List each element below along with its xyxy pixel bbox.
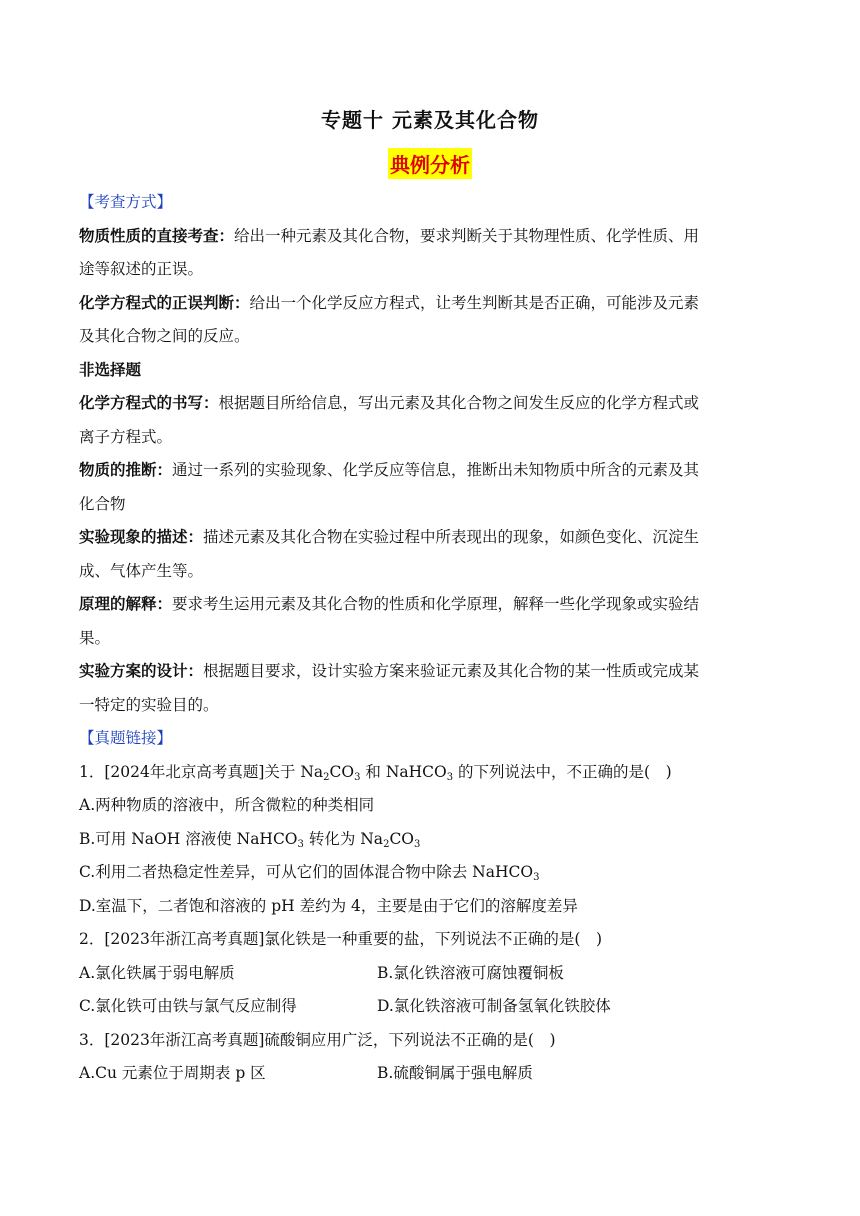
q2-options-row-1 (79, 957, 773, 991)
page-title: 专题十 元素及其化合物 (321, 108, 539, 132)
item-label: 物质的推断： (79, 461, 173, 479)
subtitle-wrap (0, 148, 860, 179)
item-label: 原理的解释： (79, 595, 173, 613)
document-body (79, 186, 773, 1091)
q1-option-a: A.两种物质的溶液中，所含微粒的种类相同 (79, 796, 375, 814)
q2-option-d: D.氯化铁溶液可制备氢氧化铁胶体 (377, 997, 611, 1015)
item-text: 给出一种元素及其化合物，要求判断关于其物理性质、化学性质、用 (234, 226, 700, 245)
q1-option-b (79, 823, 773, 857)
item-text: 根据题目所给信息，写出元素及其化合物之间发生反应的化学方程式或 (218, 394, 700, 412)
method-item-2 (79, 287, 773, 321)
formula-na2co3: Na (300, 762, 324, 781)
subscript: 3 (446, 771, 454, 783)
item-text: 根据题目要求，设计实验方案来验证元素及其化合物的某一性质或完成某 (203, 662, 700, 680)
method-item-6 (79, 588, 773, 622)
q2-options-row-2 (79, 990, 773, 1024)
option-text: CO (389, 829, 415, 848)
item-label: 实验方案的设计： (79, 662, 204, 680)
q1-stem-prefix: 1．[2024年北京高考真题]关于 (79, 762, 301, 781)
item-text: 给出一个化学反应方程式，让考生判断其是否正确，可能涉及元素 (249, 293, 700, 312)
method-item-7-cont: 一特定的实验目的。 (79, 695, 219, 714)
item-text: 通过一系列的实验现象、化学反应等信息，推断出未知物质中所含的元素及其 (172, 461, 700, 479)
q2-option-a: A.氯化铁属于弱电解质 (79, 963, 235, 982)
item-label: 化学方程式的正误判断： (79, 293, 250, 312)
option-text: 转化为 Na (303, 829, 384, 848)
subscript: 2 (323, 771, 330, 783)
method-heading: 【考查方式】 (79, 193, 173, 211)
method-item-1 (79, 220, 773, 254)
option-text: C.利用二者热稳定性差异，可从它们的固体混合物中除去 NaHCO (79, 863, 534, 881)
q1-stem-suffix: 的下列说法中，不正确的是( ) (453, 762, 672, 781)
q2-option-c: C.氯化铁可由铁与氯气反应制得 (79, 997, 297, 1015)
item-label: 物质性质的直接考查： (79, 226, 235, 245)
non-choice-heading: 非选择题 (79, 360, 142, 379)
method-item-6-cont: 果。 (79, 628, 111, 647)
item-label: 实验现象的描述： (79, 528, 204, 546)
method-item-7 (79, 655, 773, 689)
item-label: 化学方程式的书写： (79, 394, 219, 412)
page-subtitle: 典例分析 (388, 148, 472, 179)
formula-part: CO (329, 762, 355, 781)
q3-option-a: A.Cu 元素位于周期表 p 区 (79, 1064, 266, 1082)
q1-option-d: D.室温下，二者饱和溶液的 pH 差约为 4，主要是由于它们的溶解度差异 (79, 896, 578, 915)
option-text: B.可用 NaOH 溶液使 NaHCO (79, 829, 298, 848)
method-item-5-cont: 成、气体产生等。 (79, 561, 204, 580)
formula-nahco3: NaHCO (385, 762, 447, 781)
method-item-4-cont: 化合物 (79, 494, 126, 513)
subscript: 3 (297, 838, 304, 850)
q2-stem: 2．[2023年浙江高考真题]氯化铁是一种重要的盐，下列说法不正确的是( ) (79, 930, 602, 948)
real-heading: 【真题链接】 (79, 729, 173, 747)
q3-option-b: B.硫酸铜属于强电解质 (377, 1064, 533, 1082)
q3-stem: 3．[2023年浙江高考真题]硫酸铜应用广泛，下列说法不正确的是( ) (79, 1030, 556, 1049)
method-item-3 (79, 387, 773, 421)
method-item-2-cont: 及其化合物之间的反应。 (79, 327, 250, 345)
method-item-5 (79, 521, 773, 555)
q1-option-c (79, 856, 773, 890)
subscript: 2 (383, 838, 390, 850)
method-item-3-cont: 离子方程式。 (79, 427, 173, 446)
subscript: 3 (414, 838, 421, 850)
item-text: 描述元素及其化合物在实验过程中所表现出的现象，如颜色变化、沉淀生 (203, 528, 700, 546)
q1-stem (79, 756, 773, 790)
q1-stem-mid: 和 (360, 762, 386, 781)
item-text: 要求考生运用元素及其化合物的性质和化学原理，解释一些化学现象或实验结 (172, 595, 700, 613)
q3-options-row-1 (79, 1057, 773, 1091)
method-item-4 (79, 454, 773, 488)
q2-option-b: B.氯化铁溶液可腐蚀覆铜板 (377, 963, 564, 982)
subscript: 3 (354, 771, 361, 783)
subscript: 3 (533, 872, 540, 883)
method-item-1-cont: 途等叙述的正误。 (79, 260, 204, 278)
